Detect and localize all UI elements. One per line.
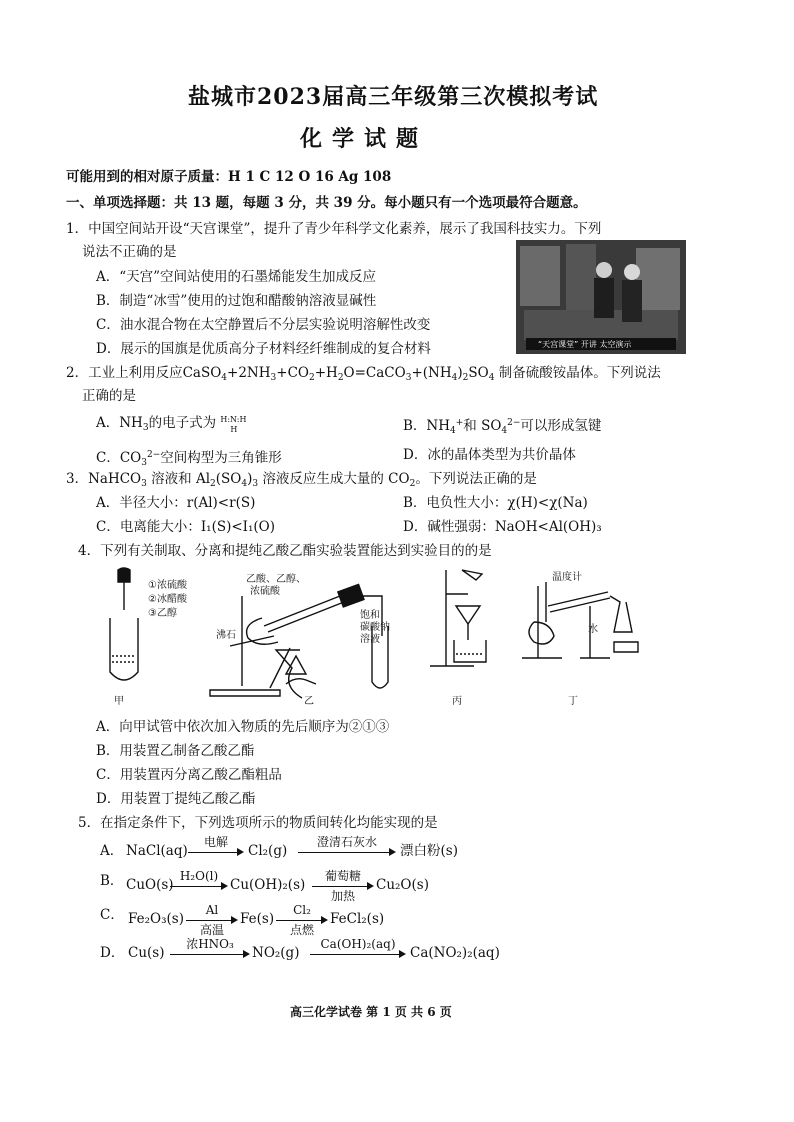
photo-caption: “天宫课堂” 开讲 太空演示 bbox=[538, 340, 632, 349]
q1-option-b: B．制造“冰雪”使用的过饱和醋酸钠溶液显碱性 bbox=[96, 293, 377, 309]
q3-stem: 3．NaHCO$_3$ 溶液和 $Al_2(SO_4)_3$ 溶液反应生成大量的 $CO_2$。下列说法正确的是 bbox=[66, 471, 537, 489]
nh3-electron-formula: H:N:H H bbox=[220, 414, 247, 434]
q1-option-a: A．“天宫”空间站使用的石墨烯能发生加成反应 bbox=[96, 269, 377, 285]
q1-option-c: C．油水混合物在太空静置后不分层实验说明溶解性改变 bbox=[96, 317, 431, 333]
q5-option-d-label: D． bbox=[100, 945, 125, 961]
apparatus-bing bbox=[430, 570, 486, 666]
tiangong-photo bbox=[516, 240, 686, 354]
q5-c-species-2: Fe(s) bbox=[240, 911, 275, 927]
label-ding: 丁 bbox=[568, 696, 578, 707]
photo-scene bbox=[516, 240, 686, 354]
q1-stem: 1．中国空间站开设“天宫课堂”，提升了青少年科学文化素养，展示了我国科技实力。下列 bbox=[66, 221, 602, 237]
q1-option-d: D．展示的国旗是优质高分子材料经纤维制成的复合材料 bbox=[96, 341, 431, 357]
water-label: 水 bbox=[588, 624, 598, 635]
saturated-label-3: 溶液 bbox=[360, 634, 380, 645]
saturated-label-1: 饱和 bbox=[360, 610, 380, 621]
q4-option-a: A．向甲试管中依次加入物质的先后顺序为②①③ bbox=[96, 719, 390, 735]
q5-option-a-label: A． bbox=[100, 843, 124, 859]
q5-b-species-2: Cu(OH)₂(s) bbox=[230, 877, 306, 893]
q5-b-species-3: Cu₂O(s) bbox=[376, 877, 429, 893]
q4-option-b: B．用装置乙制备乙酸乙酯 bbox=[96, 743, 255, 759]
q3-option-c: C．电离能大小：I₁(S)<I₁(O) bbox=[96, 519, 276, 535]
apparatus-ding bbox=[522, 582, 638, 658]
q2-option-d: D．冰的晶体类型为共价晶体 bbox=[403, 447, 576, 463]
exam-page: 盐城市2023届高三年级第三次模拟考试 化学试题 可能用到的相对原子质量：H 1 C 12 O 16 Ag 108 一、单项选择题：共 13 题，每题 3 分，共 39 分。每小题只有一个选项最符合题意。 1．中国空间站开设“天宫课堂”，提升了青少年科学文化素养，展示了我国科技实力。下列 说法不正确的是 A．“天宫”空间站使用的石墨烯能发生加成反应 B．制造“冰雪”使用的过饱和醋酸钠溶液显碱性 C．油水混合物在太空静置后不分层实验说明溶解性改变 D．展示的国旗是优质高分子材料经纤维制成的复合材料 “天宫课堂” 开讲 太空演示 2．工业上利用反应$CaSO_4+2NH_3+CO_2+H_2O=CaCO_3+(NH_4)_2SO_4$ 制备硫酸铵晶体。下列说法 正确的是 A．$NH_3$的电子式为 H:N:H H B．$NH_4^+$和 $SO_4^{2-}$可以形成氢键 C．$CO_3^{2-}$空间构型为三角锥形 D．冰的晶体类型为共价晶体 3．NaHCO$_3$ 溶液和 $Al_2(SO_4)_3$ 溶液反应生成大量的 $CO_2$。下列说法正确的是 A．半径大小：r(Al)<r(S) B．电负性大小：χ(H)<χ(Na) C．电离能大小：I₁(S)<I₁(O) D．碱性强弱：NaOH<Al(OH)₃ 4．下列有关制取、分离和提纯乙酸乙酯实验装置能达到实验目的的是 ①浓硫酸 ②冰醋酸 ③乙醇 乙酸、乙醇、 浓硫酸 沸石 饱和 碳酸钠 溶液 温度计 水 甲 乙 丙 丁 A．向甲试管中依次加入物质的先后顺序为②①③ B．用装置乙制备乙酸乙酯 C．用装置丙分离乙酸乙酯粗品 D．用装置丁提纯乙酸乙酯 5．在指定条件下，下列选项所示的物质间转化均能实现的是 A． NaCl(aq) 电解 Cl₂(g) 澄清石灰水 漂白粉(s) B． CuO(s) H₂O(l) Cu(OH)₂(s) 葡萄糖 加热 Cu₂O(s) C． Fe₂O₃(s) Al 高温 Fe(s) Cl₂ 点燃 FeCl₂(s) D． Cu(s) 浓HNO₃ NO₂(g) Ca(OH)₂(aq) Ca(NO₂)₂(aq) 高三化学试卷 第 1 页 共 6 页 bbox=[0, 0, 794, 1122]
yi-reagents-label-1: 乙酸、乙醇、 bbox=[246, 574, 306, 585]
q3-option-a: A．半径大小：r(Al)<r(S) bbox=[96, 495, 256, 511]
q5-d-species-3: Ca(NO₂)₂(aq) bbox=[410, 945, 500, 961]
q1-stem-line2: 说法不正确的是 bbox=[82, 244, 177, 260]
yi-reagents-label-2: 浓硫酸 bbox=[250, 586, 280, 597]
page-footer: 高三化学试卷 第 1 页 共 6 页 bbox=[290, 1005, 452, 1019]
section-heading: 一、单项选择题：共 13 题，每题 3 分，共 39 分。每小题只有一个选项最符合题意。 bbox=[66, 195, 587, 211]
atomic-mass-line: 可能用到的相对原子质量：H 1 C 12 O 16 Ag 108 bbox=[66, 169, 392, 185]
reagent-3-label: ③乙醇 bbox=[148, 608, 177, 619]
q2-option-b: B．$NH_4^+$和 $SO_4^{2-}$可以形成氢键 bbox=[403, 418, 602, 436]
q5-c-species-1: Fe₂O₃(s) bbox=[128, 911, 184, 927]
q4-option-c: C．用装置丙分离乙酸乙酯粗品 bbox=[96, 767, 282, 783]
q5-a-species-1: NaCl(aq) bbox=[126, 843, 188, 859]
reagent-2-label: ②冰醋酸 bbox=[148, 594, 187, 605]
q5-a-species-3: 漂白粉(s) bbox=[400, 843, 458, 859]
boiling-stone-label: 沸石 bbox=[216, 630, 236, 641]
q5-d-species-1: Cu(s) bbox=[128, 945, 165, 961]
saturated-label-2: 碳酸钠 bbox=[360, 622, 390, 633]
q2-stem: 2．工业上利用反应$CaSO_4+2NH_3+CO_2+H_2O=CaCO_3+(NH_4)_2SO_4$ 制备硫酸铵晶体。下列说法 bbox=[66, 365, 661, 383]
q5-a-species-2: Cl₂(g) bbox=[248, 843, 288, 859]
exam-title: 盐城市2023届高三年级第三次模拟考试 bbox=[188, 84, 599, 110]
label-yi: 乙 bbox=[304, 696, 314, 707]
q5-stem: 5．在指定条件下，下列选项所示的物质间转化均能实现的是 bbox=[78, 815, 438, 831]
q5-b-species-1: CuO(s) bbox=[126, 877, 174, 893]
q3-option-d: D．碱性强弱：NaOH<Al(OH)₃ bbox=[403, 519, 602, 535]
q5-d-species-2: NO₂(g) bbox=[252, 945, 300, 961]
q4-option-d: D．用装置丁提纯乙酸乙酯 bbox=[96, 791, 256, 807]
label-jia: 甲 bbox=[114, 696, 124, 707]
reagent-1-label: ①浓硫酸 bbox=[148, 580, 187, 591]
q5-option-c-label: C． bbox=[100, 907, 124, 923]
q2-option-a: A．$NH_3$的电子式为 H:N:H H bbox=[96, 414, 250, 437]
label-bing: 丙 bbox=[452, 696, 462, 707]
q2-stem-line2: 正确的是 bbox=[82, 388, 136, 404]
subject-title: 化学试题 bbox=[300, 126, 429, 152]
thermometer-label: 温度计 bbox=[552, 572, 582, 583]
q4-stem: 4．下列有关制取、分离和提纯乙酸乙酯实验装置能达到实验目的的是 bbox=[78, 543, 492, 559]
q5-c-species-3: FeCl₂(s) bbox=[330, 911, 385, 927]
q2-option-c: C．$CO_3^{2-}$空间构型为三角锥形 bbox=[96, 450, 282, 468]
apparatus-jia bbox=[110, 568, 138, 680]
q5-option-b-label: B． bbox=[100, 873, 124, 889]
q4-apparatus-diagram bbox=[90, 566, 650, 718]
q3-option-b: B．电负性大小：χ(H)<χ(Na) bbox=[403, 495, 588, 511]
